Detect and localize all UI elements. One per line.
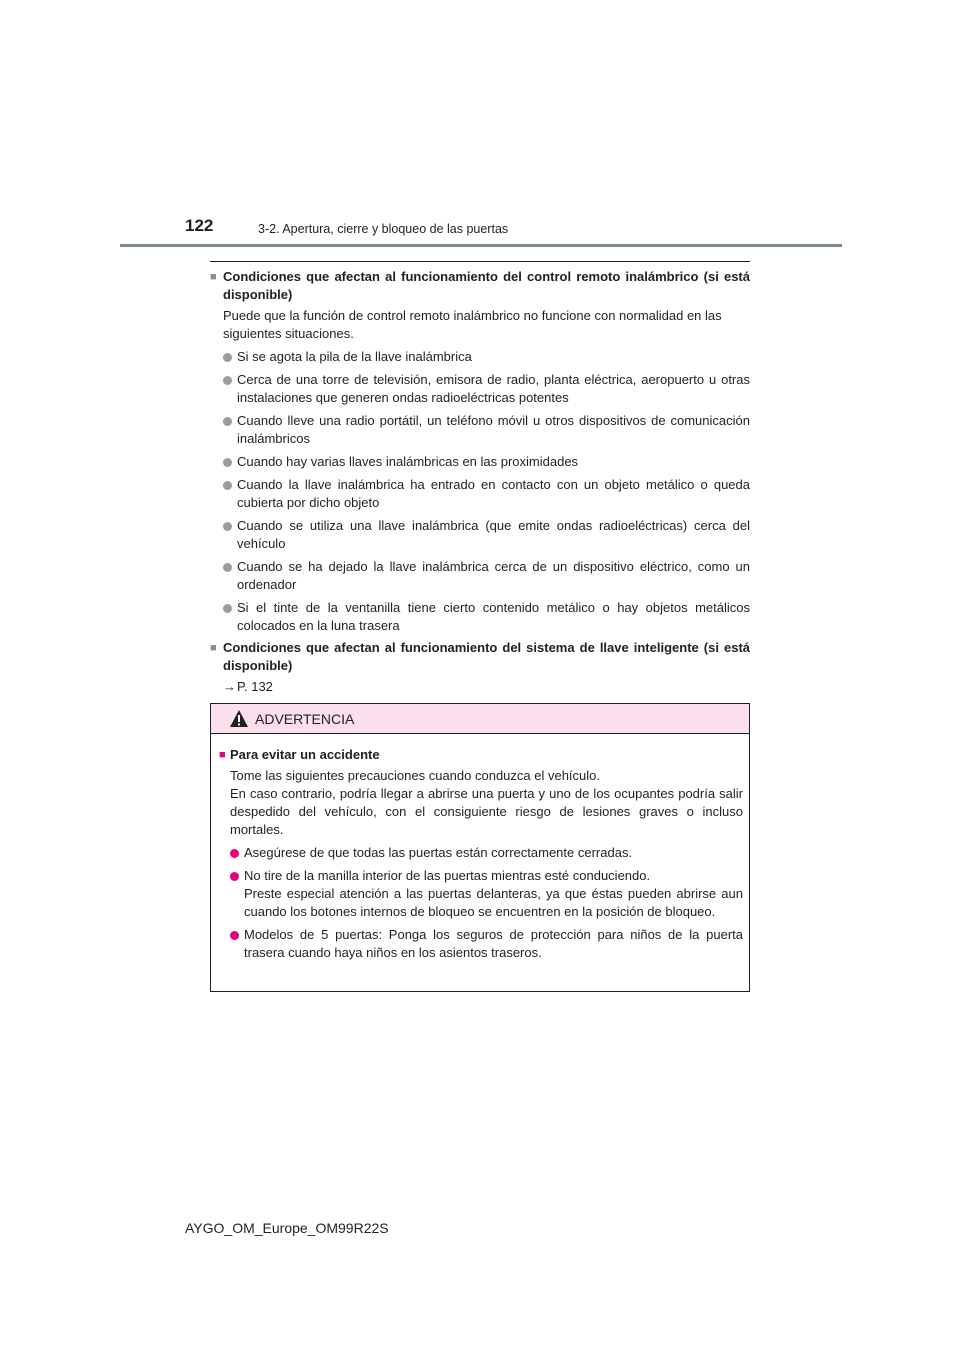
warning-title: ADVERTENCIA (255, 710, 355, 727)
warning-body (211, 734, 749, 962)
warning-header (211, 704, 749, 734)
footer-document-code: AYGO_OM_Europe_OM99R22S (185, 1220, 389, 1236)
circle-bullet-icon (230, 872, 239, 881)
list-item-text: Cuando hay varias llaves inalámbricas en las proximidades (237, 454, 579, 469)
intro-paragraph: Puede que la función de control remoto inalámbrico no funcione con normalidad en las siguientes situaciones. (223, 308, 722, 341)
list-item-text: Si el tinte de la ventanilla tiene cierto contenido metálico o hay objetos metálicos colocados en la luna trasera (237, 600, 750, 633)
warning-list-item-line: No tire de la manilla interior de las puertas mientras esté conduciendo. (244, 868, 651, 883)
warning-heading (219, 746, 743, 764)
page-reference[interactable] (223, 678, 750, 696)
main-content (210, 268, 750, 696)
square-bullet-icon: ■ (219, 749, 226, 761)
header-rule (120, 244, 842, 247)
warning-list-item (219, 867, 743, 921)
list-item (210, 476, 750, 512)
list-item-text: Cuando se ha dejado la llave inalámbrica cerca de un dispositivo eléctrico, como un ordenador (237, 559, 750, 592)
circle-bullet-icon (230, 849, 239, 858)
circle-bullet-icon (223, 522, 232, 531)
warning-intro-line: Tome las siguientes precauciones cuando conduzca el vehículo. (230, 768, 601, 783)
list-item (210, 412, 750, 448)
warning-intro (230, 767, 743, 839)
circle-bullet-icon (223, 376, 232, 385)
list-item (210, 371, 750, 407)
warning-box (210, 703, 750, 992)
warning-list-item-extra: Preste especial atención a las puertas delanteras, ya que éstas pueden abrirse aun cuando los botones internos de bloqueo se encuentren en la posición de bloqueo. (244, 886, 743, 919)
list-item-text: Cuando lleve una radio portátil, un teléfono móvil u otros dispositivos de comunicación inalámbricos (237, 413, 750, 446)
list-item-text: Cerca de una torre de televisión, emisora de radio, planta eléctrica, aeropuerto u otras instalaciones que generen ondas radioeléctricas potentes (237, 372, 750, 405)
warning-list-item (219, 926, 743, 962)
circle-bullet-icon (223, 481, 232, 490)
warning-heading-text: Para evitar un accidente (230, 747, 380, 762)
list-item (210, 453, 750, 471)
list-item (210, 599, 750, 635)
circle-bullet-icon (223, 458, 232, 467)
page-reference-text: P. 132 (237, 679, 273, 694)
heading-smart-key (210, 639, 750, 675)
circle-bullet-icon (223, 353, 232, 362)
warning-list-item (219, 844, 743, 862)
square-bullet-icon: ■ (210, 642, 217, 654)
arrow-right-icon: → (223, 679, 236, 694)
warning-list-item-text: Modelos de 5 puertas: Ponga los seguros de protección para niños de la puerta trasera cuando haya niños en los asientos traseros. (244, 927, 743, 960)
list-item (210, 517, 750, 553)
circle-bullet-icon (223, 417, 232, 426)
list-item (210, 558, 750, 594)
warning-intro-line: En caso contrario, podría llegar a abrirse una puerta y uno de los ocupantes podría salir despedido del vehículo, con el consiguiente riesgo de lesiones graves o incluso mortales. (230, 786, 743, 837)
heading-text: Condiciones que afectan al funcionamiento del sistema de llave inteligente (si está disponible) (223, 640, 750, 673)
list-item (210, 348, 750, 366)
circle-bullet-icon (223, 563, 232, 572)
circle-bullet-icon (223, 604, 232, 613)
warning-list-item-text: Asegúrese de que todas las puertas están correctamente cerradas. (244, 845, 633, 860)
list-item-text: Si se agota la pila de la llave inalámbrica (237, 349, 472, 364)
section-title: 3-2. Apertura, cierre y bloqueo de las puertas (258, 222, 509, 236)
warning-triangle-icon (229, 709, 249, 728)
heading-wireless-remote (210, 268, 750, 304)
content-rule (210, 261, 750, 262)
square-bullet-icon: ■ (210, 271, 217, 283)
list-item-text: Cuando la llave inalámbrica ha entrado en contacto con un objeto metálico o queda cubierta por dicho objeto (237, 477, 750, 510)
circle-bullet-icon (230, 931, 239, 940)
page-number: 122 (185, 216, 214, 235)
warning-list-item-text (244, 867, 743, 921)
heading-text: Condiciones que afectan al funcionamiento del control remoto inalámbrico (si está disponible) (223, 269, 750, 302)
list-item-text: Cuando se utiliza una llave inalámbrica (que emite ondas radioeléctricas) cerca del vehículo (237, 518, 750, 551)
